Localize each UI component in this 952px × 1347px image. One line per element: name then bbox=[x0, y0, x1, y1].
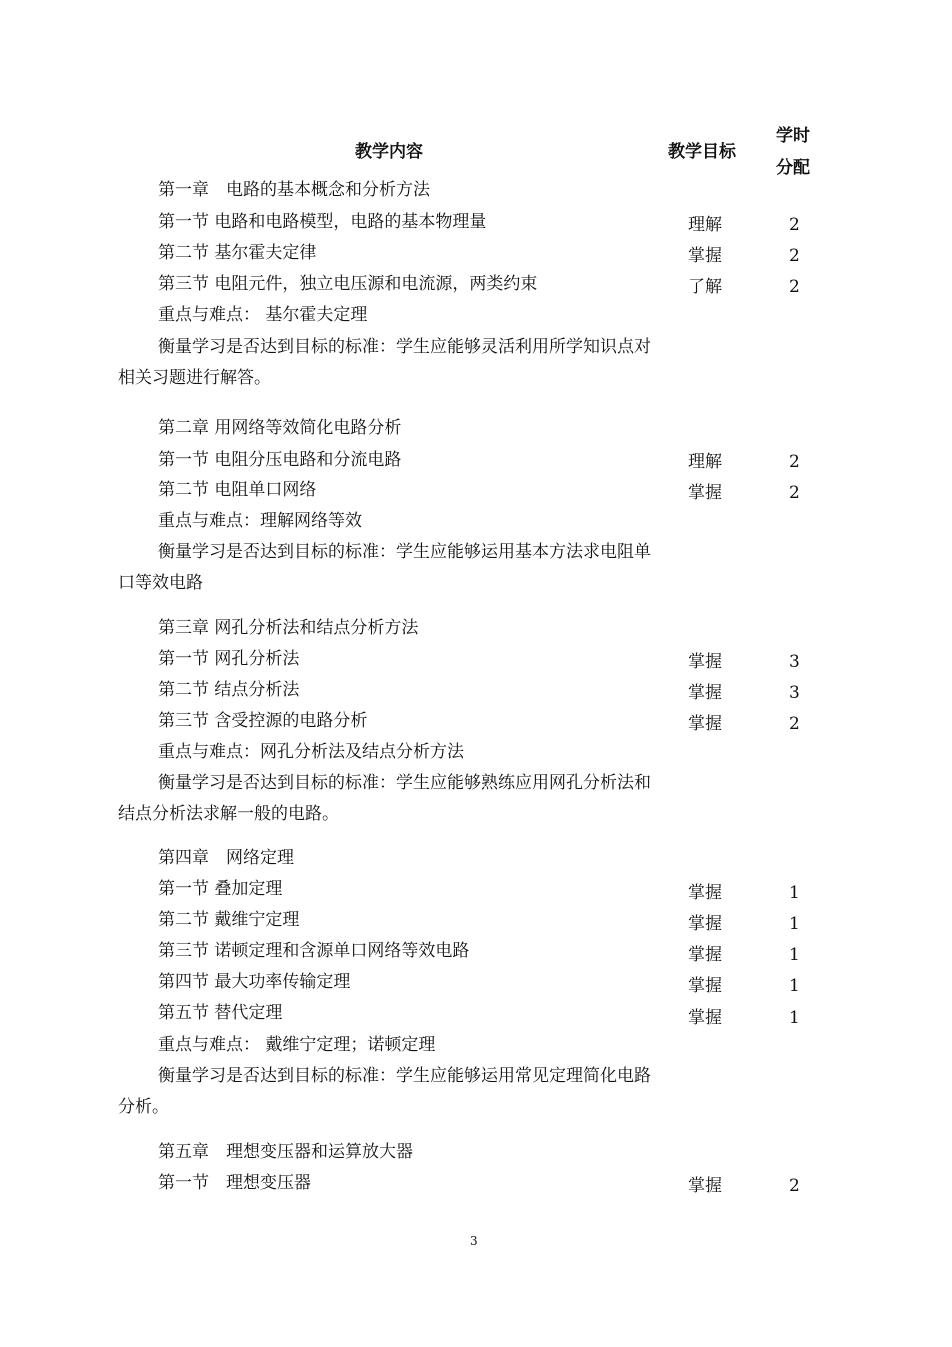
ch1-section-2-target: 掌握 bbox=[688, 246, 722, 266]
ch4-section-1-hours: 1 bbox=[789, 883, 800, 903]
ch2-section-1: 第一节 电阻分压电路和分流电路 bbox=[158, 450, 402, 470]
ch3-section-2-target: 掌握 bbox=[688, 683, 722, 703]
ch3-section-3: 第三节 含受控源的电路分析 bbox=[158, 711, 368, 731]
header-hours-line2: 分配 bbox=[776, 158, 810, 178]
ch2-section-2: 第二节 电阻单口网络 bbox=[158, 480, 317, 500]
ch4-section-4-target: 掌握 bbox=[688, 976, 722, 996]
ch4-section-2: 第二节 戴维宁定理 bbox=[158, 910, 300, 930]
ch3-measure-standard: 衡量学习是否达到目标的标准：学生应能够熟练应用网孔分析法和结点分析法求解一般的电路。 bbox=[118, 773, 651, 824]
ch5-section-1: 第一节 理想变压器 bbox=[158, 1173, 311, 1193]
ch4-section-2-target: 掌握 bbox=[688, 914, 722, 934]
ch2-section-1-hours: 2 bbox=[789, 452, 800, 472]
ch5-section-1-target: 掌握 bbox=[688, 1176, 722, 1196]
chapter-1-title: 第一章 电路的基本概念和分析方法 bbox=[158, 180, 430, 200]
ch4-section-5-hours: 1 bbox=[789, 1008, 800, 1028]
ch1-measure-standard: 衡量学习是否达到目标的标准：学生应能够灵活利用所学知识点对相关习题进行解答。 bbox=[118, 337, 651, 388]
ch4-section-2-hours: 1 bbox=[789, 914, 800, 934]
ch1-section-1-target: 理解 bbox=[688, 215, 722, 235]
ch2-section-2-hours: 2 bbox=[789, 483, 800, 503]
header-teaching-target: 教学目标 bbox=[668, 142, 736, 162]
ch4-measure-standard: 衡量学习是否达到目标的标准：学生应能够运用常见定理简化电路分析。 bbox=[118, 1066, 651, 1117]
ch4-section-5: 第五节 替代定理 bbox=[158, 1003, 283, 1023]
ch3-key-points: 重点与难点：网孔分析法及结点分析方法 bbox=[158, 742, 464, 762]
ch3-section-1-hours: 3 bbox=[789, 652, 800, 672]
ch4-section-1: 第一节 叠加定理 bbox=[158, 879, 283, 899]
ch3-section-2: 第二节 结点分析法 bbox=[158, 680, 300, 700]
ch2-section-1-target: 理解 bbox=[688, 452, 722, 472]
header-hours-allocation bbox=[776, 120, 810, 184]
page-number: 3 bbox=[470, 1234, 478, 1248]
ch2-section-2-target: 掌握 bbox=[688, 483, 722, 503]
ch3-section-1-target: 掌握 bbox=[688, 652, 722, 672]
ch1-section-1: 第一节 电路和电路模型，电路的基本物理量 bbox=[158, 212, 487, 232]
ch2-measure-standard: 衡量学习是否达到目标的标准：学生应能够运用基本方法求电阻单口等效电路 bbox=[118, 542, 651, 593]
ch3-section-3-hours: 2 bbox=[789, 714, 800, 734]
ch4-section-5-target: 掌握 bbox=[688, 1008, 722, 1028]
ch2-key-points: 重点与难点：理解网络等效 bbox=[158, 511, 362, 531]
header-teaching-content: 教学内容 bbox=[355, 142, 423, 162]
ch3-section-2-hours: 3 bbox=[789, 683, 800, 703]
ch4-section-4-hours: 1 bbox=[789, 976, 800, 996]
ch1-section-3-hours: 2 bbox=[789, 277, 800, 297]
chapter-5-title: 第五章 理想变压器和运算放大器 bbox=[158, 1142, 413, 1162]
chapter-4-title: 第四章 网络定理 bbox=[158, 848, 294, 868]
ch1-section-1-hours: 2 bbox=[789, 215, 800, 235]
ch5-section-1-hours: 2 bbox=[789, 1176, 800, 1196]
ch3-section-3-target: 掌握 bbox=[688, 714, 722, 734]
ch4-section-3-hours: 1 bbox=[789, 945, 800, 965]
ch1-section-3-target: 了解 bbox=[688, 277, 722, 297]
ch1-section-2-hours: 2 bbox=[789, 246, 800, 266]
ch1-key-points: 重点与难点： 基尔霍夫定理 bbox=[158, 305, 368, 325]
ch4-section-1-target: 掌握 bbox=[688, 883, 722, 903]
header-hours-line1: 学时 bbox=[776, 126, 810, 146]
ch4-section-3-target: 掌握 bbox=[688, 945, 722, 965]
chapter-3-title: 第三章 网孔分析法和结点分析方法 bbox=[158, 618, 419, 638]
ch4-section-3: 第三节 诺顿定理和含源单口网络等效电路 bbox=[158, 941, 470, 961]
ch3-section-1: 第一节 网孔分析法 bbox=[158, 649, 300, 669]
chapter-2-title: 第二章 用网络等效简化电路分析 bbox=[158, 418, 402, 438]
ch1-section-2: 第二节 基尔霍夫定律 bbox=[158, 243, 317, 263]
ch4-key-points: 重点与难点： 戴维宁定理；诺顿定理 bbox=[158, 1035, 436, 1055]
ch4-section-4: 第四节 最大功率传输定理 bbox=[158, 972, 351, 992]
ch1-section-3: 第三节 电阻元件，独立电压源和电流源，两类约束 bbox=[158, 274, 538, 294]
